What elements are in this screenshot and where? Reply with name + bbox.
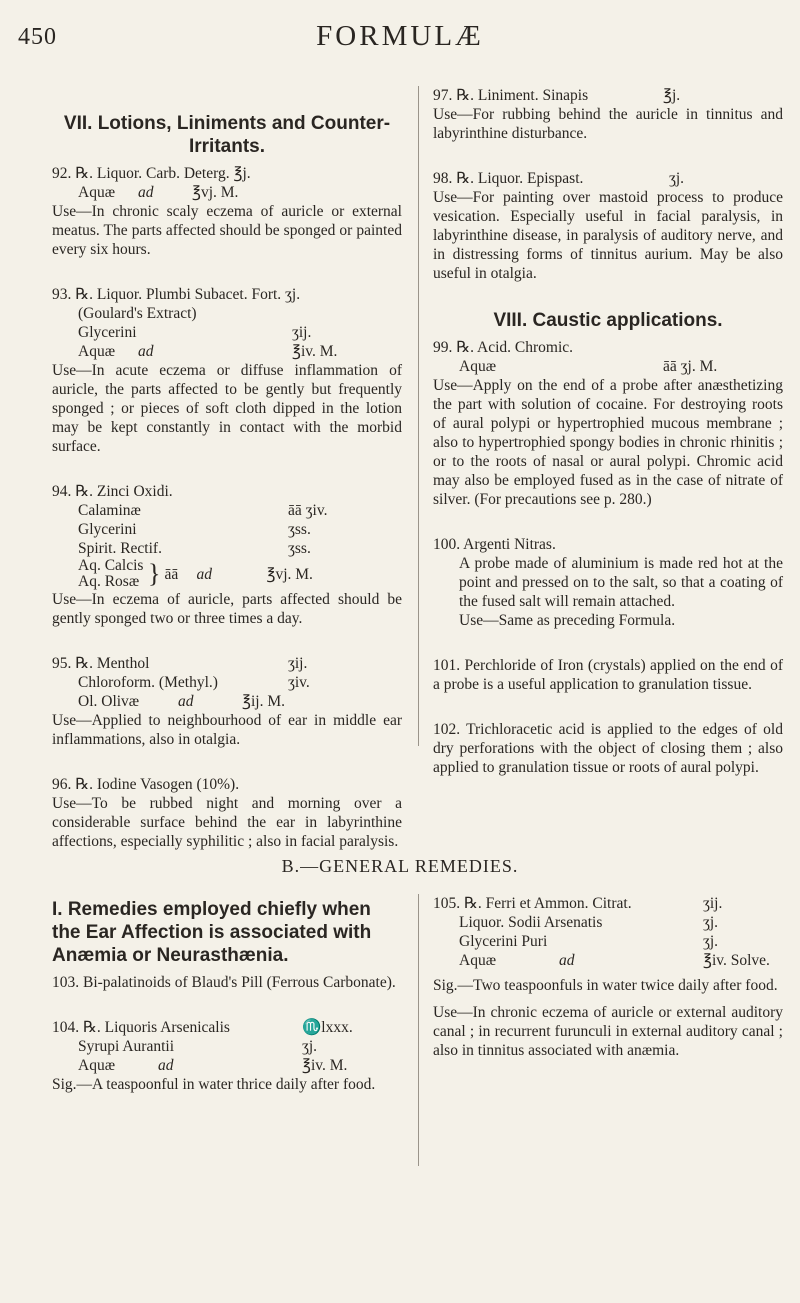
formula-92-use: Use—In chronic scaly eczema of auricle or external meatus. The parts affected should be sponged or painted every six hours. <box>52 203 402 258</box>
column-divider-top <box>418 86 419 746</box>
general-remedies-heading: B.—GENERAL REMEDIES. <box>281 856 519 876</box>
formula-98: 98. ℞. Liquor. Epispast. ʒj. Use—For painting over mastoid process to produce vesication. Especially useful in facial paralysis, in labyrinthine disease, in paralysis of auditory nerve, and in distressing forms of tinnitus aurium. May be also useful in otalgia. <box>433 170 783 282</box>
formula-92 <box>52 164 402 259</box>
section-vii-title: VII. Lotions, Liniments and Counter-Irritants. <box>63 113 391 157</box>
formula-101-text: 101. Perchloride of Iron (crystals) applied on the end of a probe is a useful application to granulation tissue. <box>433 657 783 693</box>
section-i-title: I. Remedies employed chiefly when the Ear Affection is associated with Anæmia or Neurasthænia. <box>52 899 372 966</box>
formula-92-line2: Aquæ ad ℥vj. M. <box>78 184 239 201</box>
formula-99: 99. ℞. Acid. Chromic. Aquæ āā ʒj. M. Use—Apply on the end of a probe after anæsthetizing the part with solution of cocaine. For destroying roots of aural polypi or hypertrophied mucous membrane ; also to hypertrophied spongy bodies in chronic rhinitis ; or to the roots of nasal or aural polypi. Chromic acid may also be employed fused as in the case of nitrate of silver. (For precautions see p. 280.) <box>433 339 783 508</box>
formula-102-text: 102. Trichloracetic acid is applied to the edges of old dry perforations with the object of closing them ; also applied to granulation tissue or roots of aural polypi. <box>433 721 783 776</box>
formula-93: 93. ℞. Liquor. Plumbi Subacet. Fort. ʒj. (Goulard's Extract) Glycerini ʒij. Aquæ ad ℥iv. M. Use—In acute eczema or diffuse inflammation of auricle, the parts affected to be gently but frequently sponged ; or pieces of soft cloth dipped in the lotion may be kept constantly in contact with the morbid surface. <box>52 286 402 455</box>
formula-96-head: 96. ℞. Iodine Vasogen (10%). <box>52 776 240 793</box>
formula-94-brace-group: Aq. Calcis Aq. Rosæ } āā ad ℥vj. M. <box>78 557 313 590</box>
formula-93-use: Use—In acute eczema or diffuse inflammation of auricle, the parts affected to be gently but frequently sponged ; or pieces of soft cloth dipped in the lotion may be kept constantly in contact with the morbid surface. <box>52 362 402 455</box>
column-bottom-left <box>52 898 402 1120</box>
page-number: 450 <box>18 24 57 50</box>
formula-95: 95. ℞. Menthol ʒij. Chloroform. (Methyl.) ʒiv. Ol. Olivæ ad ℥ij. M. Use—Applied to neighbourhood of ear in middle ear inflammations, also in otalgia. <box>52 655 402 748</box>
formula-103 <box>52 973 402 992</box>
column-top-right <box>433 86 783 803</box>
formula-101 <box>433 656 783 694</box>
formula-105-use: Use—In chronic eczema of auricle or external auditory canal ; in recurrent furunculi in external auditory canal ; also in tinnitus associated with anæmia. <box>433 1004 783 1059</box>
formula-100-head: 100. Argenti Nitras. <box>433 536 556 553</box>
formula-95-head: 95. ℞. Menthol <box>52 655 150 672</box>
formula-98-head: 98. ℞. Liquor. Epispast. <box>433 170 584 187</box>
formula-96-use: Use—To be rubbed night and morning over a considerable surface behind the ear in labyrinthine affections, especially syphilitic ; also in facial paralysis. <box>52 795 402 850</box>
column-top-left <box>52 112 402 877</box>
formula-103-text: 103. Bi-palatinoids of Blaud's Pill (Ferrous Carbonate). <box>52 974 396 991</box>
formula-93-head: 93. ℞. Liquor. Plumbi Subacet. Fort. ʒj. <box>52 286 301 303</box>
formula-97-use: Use—For rubbing behind the auricle in tinnitus and labyrinthine disturbance. <box>433 106 783 142</box>
formula-94-head: 94. ℞. Zinci Oxidi. <box>52 483 173 500</box>
running-title: FORMULÆ <box>316 20 484 52</box>
formula-100-text: A probe made of aluminium is made red hot at the point and pressed on to the salt, so that a coating of the fused salt will remain attached. <box>459 555 783 610</box>
formula-97: 97. ℞. Liniment. Sinapis ℥j. Use—For rubbing behind the auricle in tinnitus and labyrinthine disturbance. <box>433 87 783 142</box>
formula-94-use: Use—In eczema of auricle, parts affected should be gently sponged two or three times a day. <box>52 591 402 627</box>
formula-100-use: Use—Same as preceding Formula. <box>459 612 676 629</box>
formula-94: 94. ℞. Zinci Oxidi. Calaminæ āā ʒiv. Glycerini ʒss. Spirit. Rectif. ʒss. Aq. Calcis Aq. Rosæ } āā ad ℥vj. M. Use—In eczema of auricle, parts affected should be gently sponged two or three times a day. <box>52 483 402 627</box>
column-divider-bottom <box>418 894 419 1166</box>
formula-105-head: 105. ℞. Ferri et Ammon. Citrat. <box>433 895 632 912</box>
formula-99-use: Use—Apply on the end of a probe after anæsthetizing the part with solution of cocaine. For destroying roots of aural polypi or hypertrophied mucous membrane ; also to hypertrophied spongy bodies in chronic rhinitis ; or to the roots of nasal or aural polypi. Chromic acid may also be employed fused as in the case of nitrate of silver. (For precautions see p. 280.) <box>433 377 783 508</box>
formula-100 <box>433 535 783 630</box>
page-header <box>0 18 800 52</box>
formula-104-sig: Sig.—A teaspoonful in water thrice daily after food. <box>52 1076 376 1093</box>
formula-98-use: Use—For painting over mastoid process to produce vesication. Especially useful in facial paralysis, in labyrinthine disease, in paralysis of auditory nerve, and in distressing forms of tinnitus aurium. May be also useful in otalgia. <box>433 189 783 282</box>
formula-104-head: 104. ℞. Liquoris Arsenicalis <box>52 1019 230 1036</box>
formula-105: 105. ℞. Ferri et Ammon. Citrat. ʒij. Liquor. Sodii Arsenatis ʒj. Glycerini Puri ʒj. Aquæ ad ℥iv. Solve. Sig.—Two teaspoonfuls in water twice daily after food. Use—In chronic eczema of auricle or external auditory canal ; in recurrent furunculi in external auditory canal ; also in tinnitus associated with anæmia. <box>433 895 783 1059</box>
formula-99-head: 99. ℞. Acid. Chromic. <box>433 339 574 356</box>
formula-97-head: 97. ℞. Liniment. Sinapis <box>433 87 589 104</box>
formula-95-use: Use—Applied to neighbourhood of ear in middle ear inflammations, also in otalgia. <box>52 712 402 748</box>
column-bottom-right <box>433 894 783 1086</box>
formula-96 <box>52 775 402 851</box>
formula-102 <box>433 720 783 777</box>
section-viii-title: VIII. Caustic applications. <box>493 310 723 331</box>
formula-105-sig: Sig.—Two teaspoonfuls in water twice daily after food. <box>433 977 778 994</box>
formula-104: 104. ℞. Liquoris Arsenicalis ♏lxxx. Syrupi Aurantii ʒj. Aquæ ad ℥iv. M. Sig.—A teaspoonful in water thrice daily after food. <box>52 1018 402 1094</box>
formula-92-head: 92. ℞. Liquor. Carb. Deterg. ℥j. <box>52 165 251 182</box>
